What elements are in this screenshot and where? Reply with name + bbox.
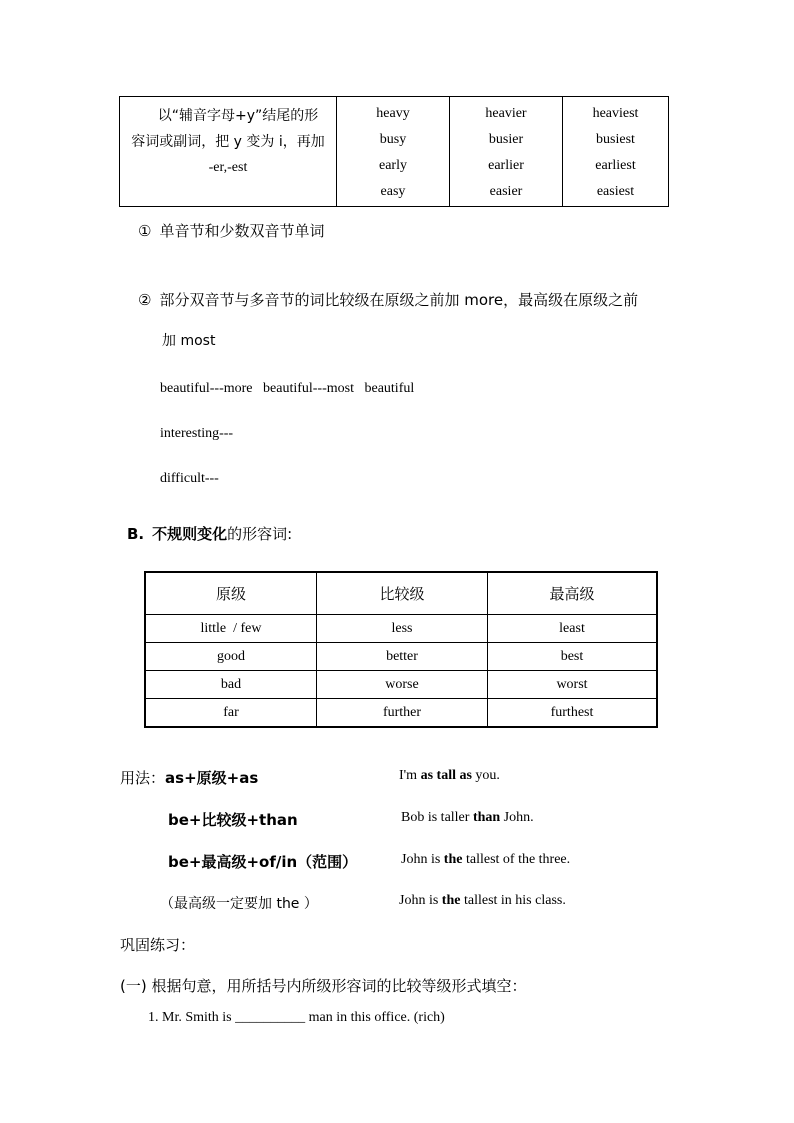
- rule-line: 以“辅音字母+y”结尾的形: [157, 108, 319, 124]
- ex-bold: the: [443, 852, 463, 867]
- formula-3: be+最高级+of/in（范围）: [168, 853, 358, 871]
- superlative-cell: [563, 97, 669, 207]
- base-word: heavy: [376, 106, 410, 121]
- example-sentence-4: [399, 893, 566, 909]
- practice-title: 巩固练习：: [120, 936, 196, 954]
- example-sentence-3: [401, 852, 570, 868]
- header-cell: 原级: [145, 572, 317, 615]
- base-word: easy: [380, 184, 406, 199]
- formula-2: be+比较级+than: [168, 811, 298, 829]
- superlative-word: heaviest: [592, 106, 639, 121]
- table-cell: far: [145, 699, 317, 728]
- table-row: [145, 699, 657, 728]
- base-word: early: [379, 158, 407, 173]
- point-2-continued: 加 most: [162, 333, 216, 349]
- superlative-note: （最高级一定要加 the ）: [160, 896, 318, 912]
- ex-text: John is: [399, 893, 442, 908]
- table-row: [145, 615, 657, 643]
- superlative-word: easiest: [596, 184, 635, 199]
- answer-blank[interactable]: __________: [235, 1010, 306, 1025]
- table-header-row: [145, 572, 657, 615]
- rule-cell: [120, 97, 337, 207]
- point-1-text: 单音节和少数双音节单词: [159, 222, 325, 240]
- section-b-bold: 不规则变化: [152, 525, 228, 543]
- table-cell: worse: [317, 671, 488, 699]
- comparative-word: busier: [488, 132, 524, 147]
- example-line: difficult---: [160, 471, 219, 486]
- comparative-word: heavier: [485, 106, 527, 121]
- table-cell: furthest: [488, 699, 658, 728]
- point-1: [138, 220, 324, 241]
- header-cell: 最高级: [488, 572, 658, 615]
- ex-bold: than: [472, 810, 501, 825]
- usage-line-1: [120, 767, 258, 788]
- rule-table: [119, 96, 669, 207]
- table-cell: further: [317, 699, 488, 728]
- ex-text: you.: [471, 768, 500, 783]
- example-sentence-2: [401, 810, 534, 826]
- question-text: 1. Mr. Smith is: [148, 1010, 236, 1025]
- example-sentence-1: [399, 768, 500, 784]
- section-b-rest: 的形容词:: [227, 525, 293, 543]
- point-2: [138, 289, 638, 310]
- section-b-heading: [127, 523, 292, 544]
- rule-line: 容词或副词，把 y 变为 i，再加: [131, 134, 325, 150]
- table-cell: best: [488, 643, 658, 671]
- question-text: man in this office. (rich): [305, 1010, 445, 1025]
- ex-bold: the: [441, 893, 461, 908]
- ex-text: John.: [500, 810, 534, 825]
- practice-instruction: (一) 根据句意，用所括号内所级形容词的比较等级形式填空：: [120, 977, 527, 995]
- section-b-label: B.: [127, 525, 145, 543]
- ex-text: I'm: [399, 768, 421, 783]
- table-cell: good: [145, 643, 317, 671]
- formula-1: as+原级+as: [165, 769, 259, 787]
- point-2-text: 部分双音节与多音节的词比较级在原级之前加 more，最高级在原级之前: [159, 291, 639, 309]
- table-row: [145, 643, 657, 671]
- ex-text: Bob is taller: [401, 810, 473, 825]
- example-line: beautiful---more beautiful---most beautiful: [160, 381, 415, 396]
- point-1-number: ①: [138, 222, 152, 240]
- base-word: busy: [379, 132, 407, 147]
- ex-bold: as tall as: [420, 768, 472, 783]
- rule-line: -er,-est: [208, 160, 248, 175]
- question-1: [148, 1010, 445, 1026]
- table-cell: bad: [145, 671, 317, 699]
- ex-text: tallest of the three.: [462, 852, 571, 867]
- superlative-word: busiest: [596, 132, 635, 147]
- table-cell: little / few: [145, 615, 317, 643]
- table-cell: less: [317, 615, 488, 643]
- table-cell: better: [317, 643, 488, 671]
- table-row: [145, 671, 657, 699]
- header-cell: 比较级: [317, 572, 488, 615]
- comparative-word: earlier: [488, 158, 524, 173]
- table-cell: least: [488, 615, 658, 643]
- superlative-word: earliest: [595, 158, 636, 173]
- base-form-cell: [337, 97, 450, 207]
- example-line: interesting---: [160, 426, 234, 441]
- point-2-number: ②: [138, 291, 152, 309]
- usage-label: 用法：: [120, 769, 166, 787]
- ex-text: tallest in his class.: [460, 893, 566, 908]
- table-cell: worst: [488, 671, 658, 699]
- irregular-table: [144, 571, 658, 728]
- comparative-cell: [450, 97, 563, 207]
- comparative-word: easier: [489, 184, 523, 199]
- ex-text: John is: [401, 852, 444, 867]
